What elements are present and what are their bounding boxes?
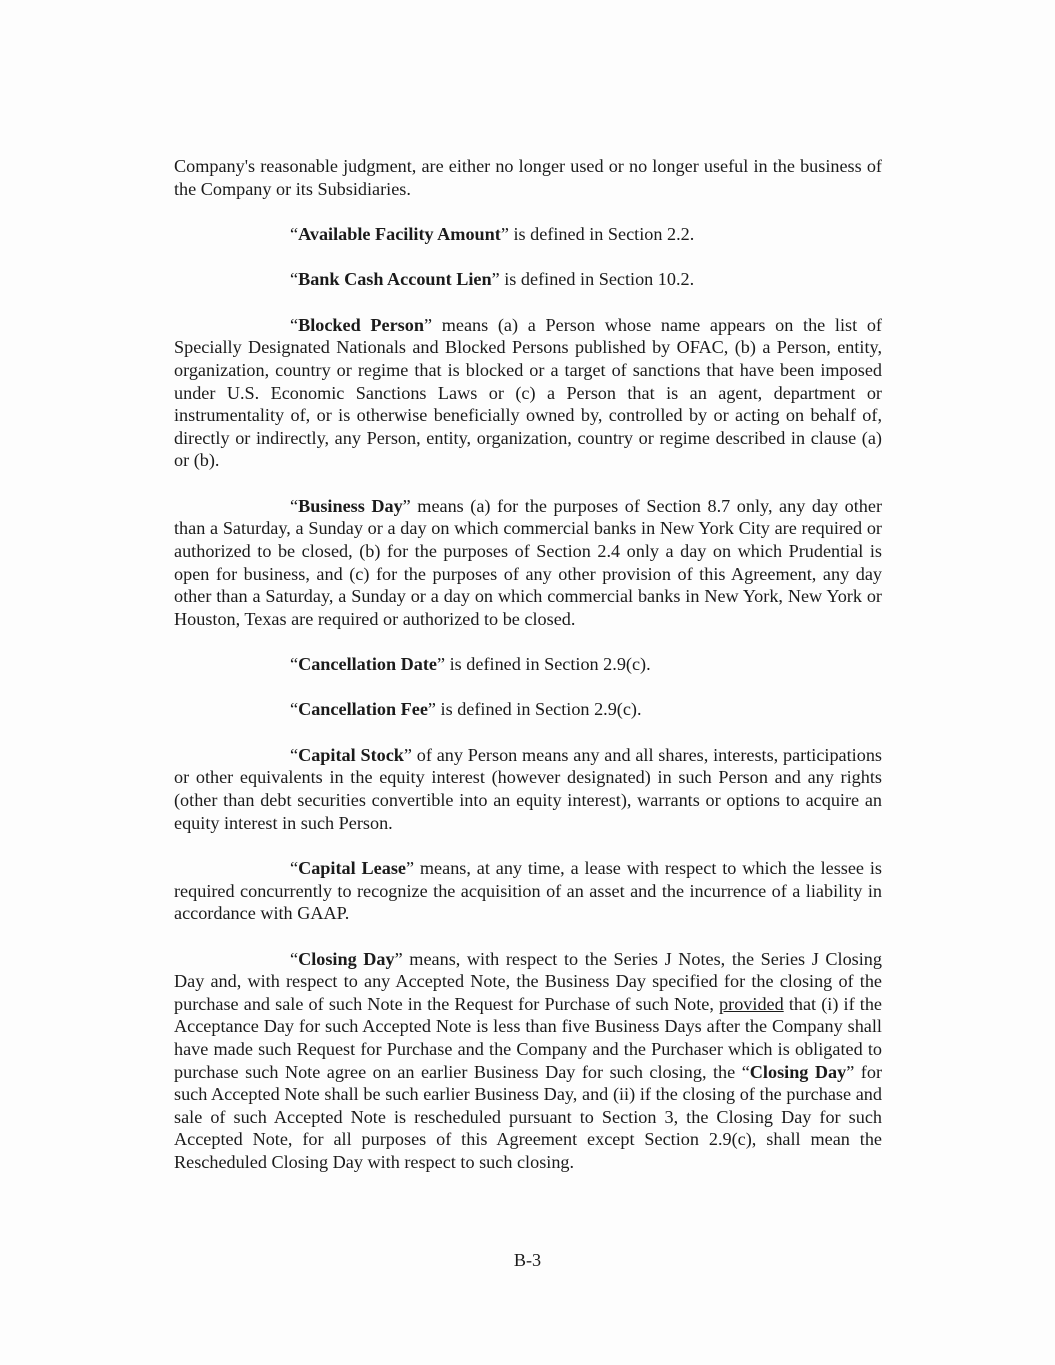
defined-term: Blocked Person [298,314,424,335]
definition-capital-lease: “Capital Lease” means, at any time, a lease with respect to which the lessee is required concurrently to recognize the acquisition of an asset and the incurrence of a liability in accordance with GAAP. [174,858,882,924]
provided-underlined: provided [719,993,784,1014]
definition-closing-day: “Closing Day” means, with respect to the Series J Notes, the Series J Closing Day and, with respect to any Accepted Note, the Business Day specified for the closing of the purchase and sale of such Note in the Request for Purchase of such Note, provided that (i) if the Acceptance Day for such Accepted Note is less than five Business Days after the Company shall have made such Request for Purchase and the Company and the Purchaser which is obligated to purchase such Note agree on an earlier Business Day for such closing, the “Closing Day” for such Accepted Note shall be such earlier Business Day, and (ii) if the closing of the purchase and sale of such Accepted Note is rescheduled pursuant to Section 3, the Closing Day for such Accepted Note, for all purposes of this Agreement except Section 2.9(c), shall mean the Rescheduled Closing Day with respect to such closing. [174,948,882,1172]
defined-term: Cancellation Fee [298,699,428,720]
continuation-paragraph: Company's reasonable judgment, are either no longer used or no longer useful in the business of the Company or its Subsidiaries. [174,156,882,199]
defined-term: Cancellation Date [298,654,437,675]
definition-cancellation-fee: “Cancellation Fee” is defined in Section 2.9(c). [290,699,642,720]
definition-bank-cash-account-lien: “Bank Cash Account Lien” is defined in Section 10.2. [290,269,695,290]
definition-blocked-person: “Blocked Person” means (a) a Person whose name appears on the list of Specially Designated Nationals and Blocked Persons published by OFAC, (b) a Person, entity, organization, country or regime that is blocked or a target of sanctions that have been imposed under U.S. Economic Sanctions Laws or (c) a Person that is an agent, department or instrumentality of, or is otherwise beneficially owned by, controlled by or acting on behalf of, directly or indirectly, any Person, entity, organization, country or regime described in clause (a) or (b). [174,314,882,471]
definition-business-day: “Business Day” means (a) for the purposes of Section 8.7 only, any day other than a Saturday, a Sunday or a day on which commercial banks in New York City are required or authorized to be closed, (b) for the purposes of Section 2.4 only a day on which Prudential is open for business, and (c) for the purposes of any other provision of this Agreement, any day other than a Saturday, a Sunday or a day on which commercial banks in New York, New York or Houston, Texas are required or authorized to be closed. [174,495,883,629]
defined-term: Business Day [298,495,403,516]
definition-cancellation-date: “Cancellation Date” is defined in Section 2.9(c). [290,654,651,675]
defined-term: Capital Lease [298,858,406,879]
defined-term: Closing Day [298,948,395,969]
document-body [174,155,882,1174]
defined-term-inline: Closing Day [749,1061,847,1082]
definition-capital-stock: “Capital Stock” of any Person means any and all shares, interests, participations or other equivalents in the equity interest (however designated) in such Person and any rights (other than debt securities convertible into an equity interest), warrants or options to acquire an equity interest in such Person. [174,744,882,833]
definition-available-facility-amount: “Available Facility Amount” is defined in Section 2.2. [290,223,695,244]
page-number: B-3 [513,1250,542,1270]
defined-term: Available Facility Amount [298,223,501,244]
defined-term: Capital Stock [298,744,404,765]
defined-term: Bank Cash Account Lien [298,269,492,290]
